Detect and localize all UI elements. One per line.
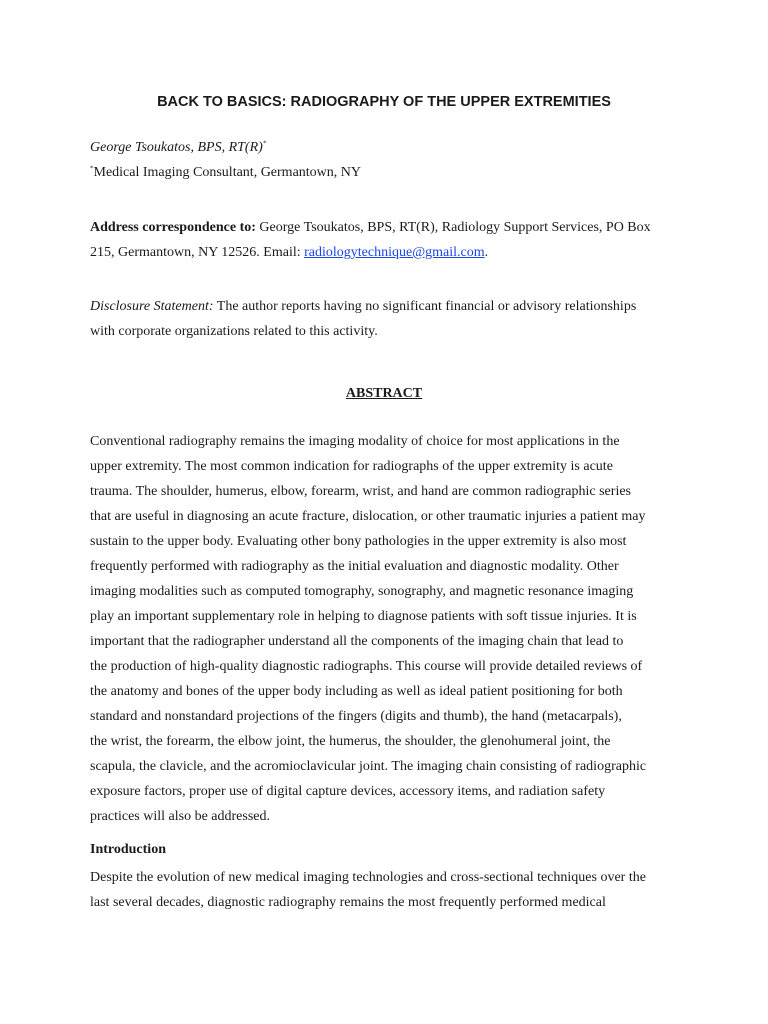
abstract-line: play an important supplementary role in helping to diagnose patients with soft tissue injuries. It is [90, 609, 637, 624]
correspondence-line-1: George Tsoukatos, BPS, RT(R), Radiology Support Services, PO Box [255, 220, 651, 235]
abstract-line: practices will also be addressed. [90, 809, 270, 824]
abstract-line: trauma. The shoulder, humerus, elbow, forearm, wrist, and hand are common radiographic series [90, 484, 631, 499]
abstract-heading: ABSTRACT [345, 386, 423, 401]
email-link[interactable]: radiologytechnique@gmail.com [304, 245, 485, 260]
author-mark: * [262, 139, 267, 148]
abstract-paragraph [90, 429, 690, 829]
abstract-line: sustain to the upper body. Evaluating other bony pathologies in the upper extremity is also most [90, 534, 627, 549]
disclosure-label: Disclosure Statement: [90, 299, 214, 314]
introduction-line: last several decades, diagnostic radiography remains the most frequently performed medical [90, 895, 606, 910]
abstract-line: important that the radiographer understand all the components of the imaging chain that lead to [90, 634, 624, 649]
abstract-line: the wrist, the forearm, the elbow joint, the humerus, the shoulder, the glenohumeral joint, the [90, 734, 611, 749]
abstract-line: standard and nonstandard projections of the fingers (digits and thumb), the hand (metacarpals), [90, 709, 622, 724]
correspondence-line-2: 215, Germantown, NY 12526. Email: [90, 245, 305, 260]
correspondence-label: Address correspondence to: [90, 220, 256, 235]
author-name: George Tsoukatos, BPS, RT(R) [90, 140, 263, 155]
abstract-line: frequently performed with radiography as the initial evaluation and diagnostic modality. Other [90, 559, 619, 574]
abstract-line: scapula, the clavicle, and the acromioclavicular joint. The imaging chain consisting of radiographic [90, 759, 647, 774]
correspondence-block [90, 215, 690, 265]
author-affiliation: Medical Imaging Consultant, Germantown, NY [93, 165, 362, 180]
abstract-line: imaging modalities such as computed tomography, sonography, and magnetic resonance imaging [90, 584, 634, 599]
author-block [90, 135, 690, 185]
introduction-line: Despite the evolution of new medical imaging technologies and cross-sectional techniques over the [90, 870, 646, 885]
document-title: BACK TO BASICS: RADIOGRAPHY OF THE UPPER EXTREMITIES [157, 94, 611, 110]
abstract-line: Conventional radiography remains the imaging modality of choice for most applications in the [90, 434, 620, 449]
disclosure-line-1: The author reports having no significant financial or advisory relationships [213, 299, 637, 314]
abstract-line: upper extremity. The most common indication for radiographs of the upper extremity is acute [90, 459, 613, 474]
abstract-line: exposure factors, proper use of digital capture devices, accessory items, and radiation safety [90, 784, 606, 799]
correspondence-suffix: . [484, 245, 489, 260]
disclosure-block [90, 294, 690, 344]
abstract-line: the anatomy and bones of the upper body including as well as ideal patient positioning for both [90, 684, 623, 699]
abstract-line: the production of high-quality diagnostic radiographs. This course will provide detailed reviews of [90, 659, 643, 674]
introduction-heading: Introduction [90, 842, 166, 857]
abstract-line: that are useful in diagnosing an acute fracture, dislocation, or other traumatic injuries a patient may [90, 509, 646, 524]
introduction-paragraph [90, 865, 690, 915]
affiliation-mark: * [90, 164, 94, 173]
disclosure-line-2: with corporate organizations related to this activity. [90, 324, 378, 339]
